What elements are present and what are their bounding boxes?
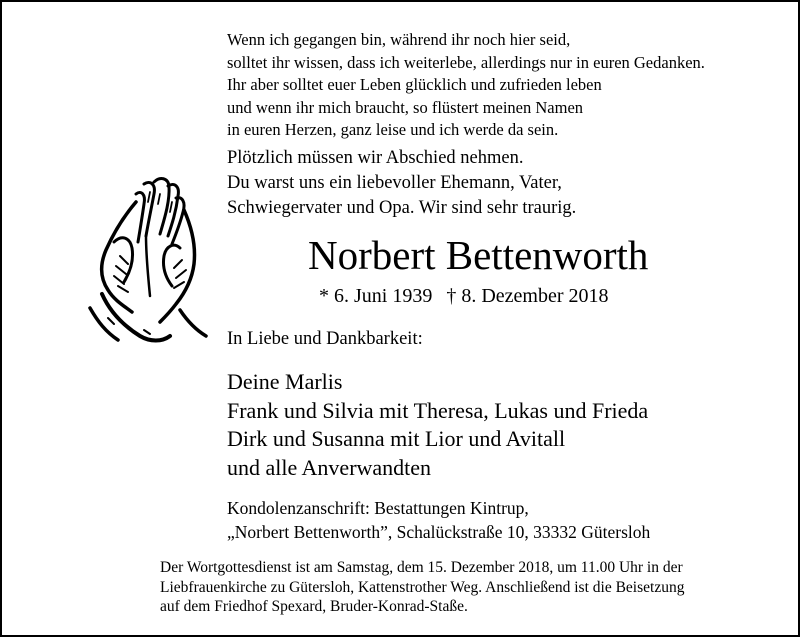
condolence-address bbox=[227, 496, 650, 544]
poem-line: und wenn ihr mich braucht, so flüstert meinen Namen bbox=[227, 97, 584, 117]
praying-hands-icon bbox=[84, 172, 214, 344]
service-line: Der Wortgottesdienst ist am Samstag, dem 15. Dezember 2018, um 11.00 Uhr in der bbox=[160, 559, 683, 576]
poem-line: Ihr aber solltet euer Leben glücklich und zufrieden leben bbox=[227, 75, 602, 94]
deceased-name: Norbert Bettenworth bbox=[308, 232, 649, 278]
service-line: Liebfrauenkirche zu Gütersloh, Kattenstrother Weg. Anschließend ist die Beisetzung bbox=[160, 578, 685, 596]
mourner-line: und alle Anverwandten bbox=[227, 454, 432, 480]
mourners-list bbox=[227, 368, 648, 482]
poem bbox=[227, 29, 705, 142]
mourner-line: Dirk und Susanna mit Lior und Avitall bbox=[227, 426, 566, 451]
life-dates bbox=[319, 283, 609, 309]
address-line: „Norbert Bettenworth”, Schalückstraße 10, 33332 Gütersloh bbox=[227, 522, 651, 542]
death-date: † 8. Dezember 2018 bbox=[446, 285, 609, 307]
thanks-line: In Liebe und Dankbarkeit: bbox=[227, 329, 423, 349]
poem-line: Wenn ich gegangen bin, während ihr noch hier seid, bbox=[227, 30, 571, 49]
farewell-line: Plötzlich müssen wir Abschied nehmen. bbox=[227, 148, 524, 168]
birth-date: * 6. Juni 1939 bbox=[319, 285, 433, 307]
poem-line: in euren Herzen, ganz leise und ich werde da sein. bbox=[227, 120, 559, 139]
farewell-line: Schwiegervater und Opa. Wir sind sehr traurig. bbox=[227, 198, 577, 218]
service-info bbox=[160, 558, 684, 617]
mourner-line: Frank und Silvia mit Theresa, Lukas und Frieda bbox=[227, 397, 649, 423]
address-line: Kondolenzanschrift: Bestattungen Kintrup, bbox=[227, 498, 529, 518]
service-line: auf dem Friedhof Spexard, Bruder-Konrad-Staße. bbox=[160, 598, 468, 615]
poem-line: solltet ihr wissen, dass ich weiterlebe, allerdings nur in euren Gedanken. bbox=[227, 52, 705, 72]
mourner-line: Deine Marlis bbox=[227, 369, 343, 394]
farewell-line: Du warst uns ein liebevoller Ehemann, Vater, bbox=[227, 173, 562, 193]
farewell-text bbox=[227, 146, 576, 221]
